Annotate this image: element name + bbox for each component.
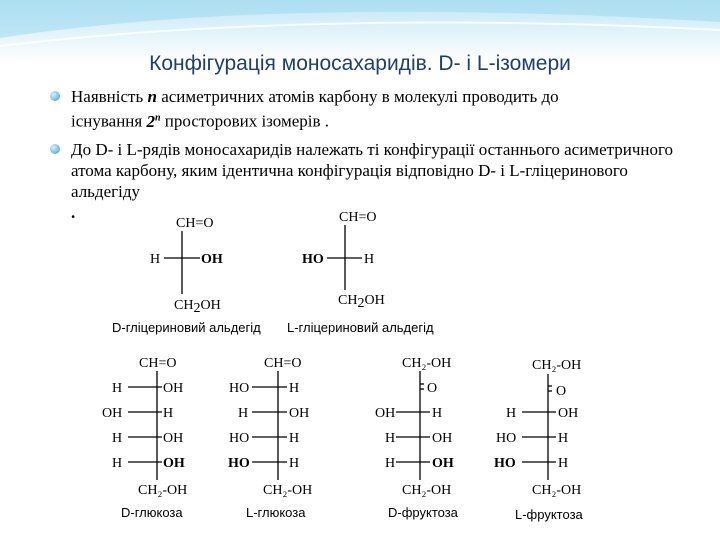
- d-glucose-r2-right: H: [163, 406, 174, 421]
- l-fructose-carbonyl: O: [556, 384, 567, 399]
- d-fructose-r3-right: OH: [432, 456, 454, 471]
- bullet-1-two-n: 2: [146, 111, 155, 131]
- l-fructose-r1-left: H: [506, 406, 517, 421]
- l-fructose-r2-left: HO: [496, 431, 517, 446]
- l-glucose-r2-left: H: [238, 406, 249, 421]
- d-fructose-caption: D-фруктоза: [388, 505, 458, 520]
- l-glyceraldehyde-structure: [287, 210, 434, 335]
- d-glyc-right: OH: [201, 252, 223, 267]
- l-glucose-caption: L-глюкоза: [246, 505, 306, 520]
- l-fructose-r3-left: HO: [494, 456, 516, 471]
- l-glucose-bottom: CH₂-OH: [263, 483, 313, 498]
- d-fructose-r1-right: H: [432, 406, 443, 421]
- d-fructose-top: CH₂-OH: [402, 356, 452, 371]
- d-glucose-r2-left: OH: [102, 406, 123, 421]
- d-fructose-bottom: CH₂-OH: [402, 483, 452, 498]
- d-fructose-r3-left: H: [385, 456, 396, 471]
- l-glucose-r4-right: H: [289, 456, 300, 471]
- l-glyc-right: H: [364, 252, 375, 267]
- l-glyc-caption: L-гліцериновий альдегід: [287, 320, 434, 335]
- d-glyc-bottom: CH2OH: [174, 298, 221, 316]
- l-fructose-caption: L-фруктоза: [515, 507, 583, 522]
- l-glucose-r2-right: OH: [289, 406, 310, 421]
- slide-title: Конфігурація моносахаридів. D- і L-ізомери: [149, 52, 571, 75]
- d-glucose-caption: D-глюкоза: [121, 505, 183, 520]
- l-glucose-structure: [228, 356, 312, 520]
- bullet-2-dot: .: [71, 202, 76, 222]
- l-glucose-r3-right: H: [289, 431, 300, 446]
- d-fructose-structure: [375, 356, 459, 520]
- d-glucose-r4-left: H: [112, 456, 123, 471]
- l-glucose-r4-left: HO: [228, 456, 250, 471]
- d-glucose-structure: [102, 356, 187, 520]
- l-fructose-r2-right: H: [558, 431, 569, 446]
- l-fructose-structure: [494, 358, 584, 522]
- d-glucose-r4-right: OH: [163, 456, 185, 471]
- d-fructose-carbonyl: O: [427, 381, 438, 396]
- d-glucose-bottom: CH₂-OH: [138, 483, 188, 498]
- l-fructose-top: CH₂-OH: [532, 358, 582, 373]
- d-fructose-r2-left: H: [385, 431, 396, 446]
- bullet-1-mid: асиметричних атомів карбону в молекулі проводить до: [156, 87, 559, 106]
- l-glyc-top: CH=O: [339, 210, 377, 225]
- l-glyc-bottom: CH2OH: [338, 293, 385, 311]
- d-fructose-r1-left: OH: [375, 406, 396, 421]
- l-fructose-r3-right: H: [558, 456, 569, 471]
- d-glyc-top: CH=O: [176, 216, 214, 231]
- l-fructose-r1-right: OH: [558, 406, 579, 421]
- bullet-1-n: n: [147, 87, 157, 106]
- l-glucose-r1-right: H: [289, 381, 300, 396]
- d-glyc-left: H: [150, 252, 161, 267]
- d-glyceraldehyde-structure: [112, 216, 261, 335]
- d-glyc-caption: D-гліцериновий альдегід: [112, 320, 261, 335]
- bullet-1-sup-n: n: [154, 112, 161, 123]
- d-glucose-r3-left: H: [112, 431, 123, 446]
- l-glucose-r3-left: HO: [229, 431, 250, 446]
- l-glucose-r1-left: HO: [229, 381, 250, 396]
- l-fructose-bottom: CH₂-OH: [532, 483, 582, 498]
- bullet-1-line2-pre: існування: [71, 111, 147, 131]
- d-glucose-top: CH=O: [139, 356, 177, 371]
- bullet-1-line2-post: просторових ізомерів .: [160, 111, 330, 131]
- bullet-2-text: До D- і L-рядів моносахаридів належать ті конфігурації останнього асиметричного атома карбону, яким ідентична конфігурація відповідно D- і L-гліцеринового альдегіду: [71, 139, 674, 201]
- d-glucose-r3-right: OH: [163, 431, 184, 446]
- d-fructose-r2-right: OH: [432, 431, 453, 446]
- d-glucose-r1-left: H: [112, 381, 123, 396]
- l-glucose-top: CH=O: [264, 356, 302, 371]
- l-glyc-left: HO: [302, 252, 324, 267]
- d-glucose-r1-right: OH: [163, 381, 184, 396]
- bullet-1-pre: Наявність: [71, 87, 148, 106]
